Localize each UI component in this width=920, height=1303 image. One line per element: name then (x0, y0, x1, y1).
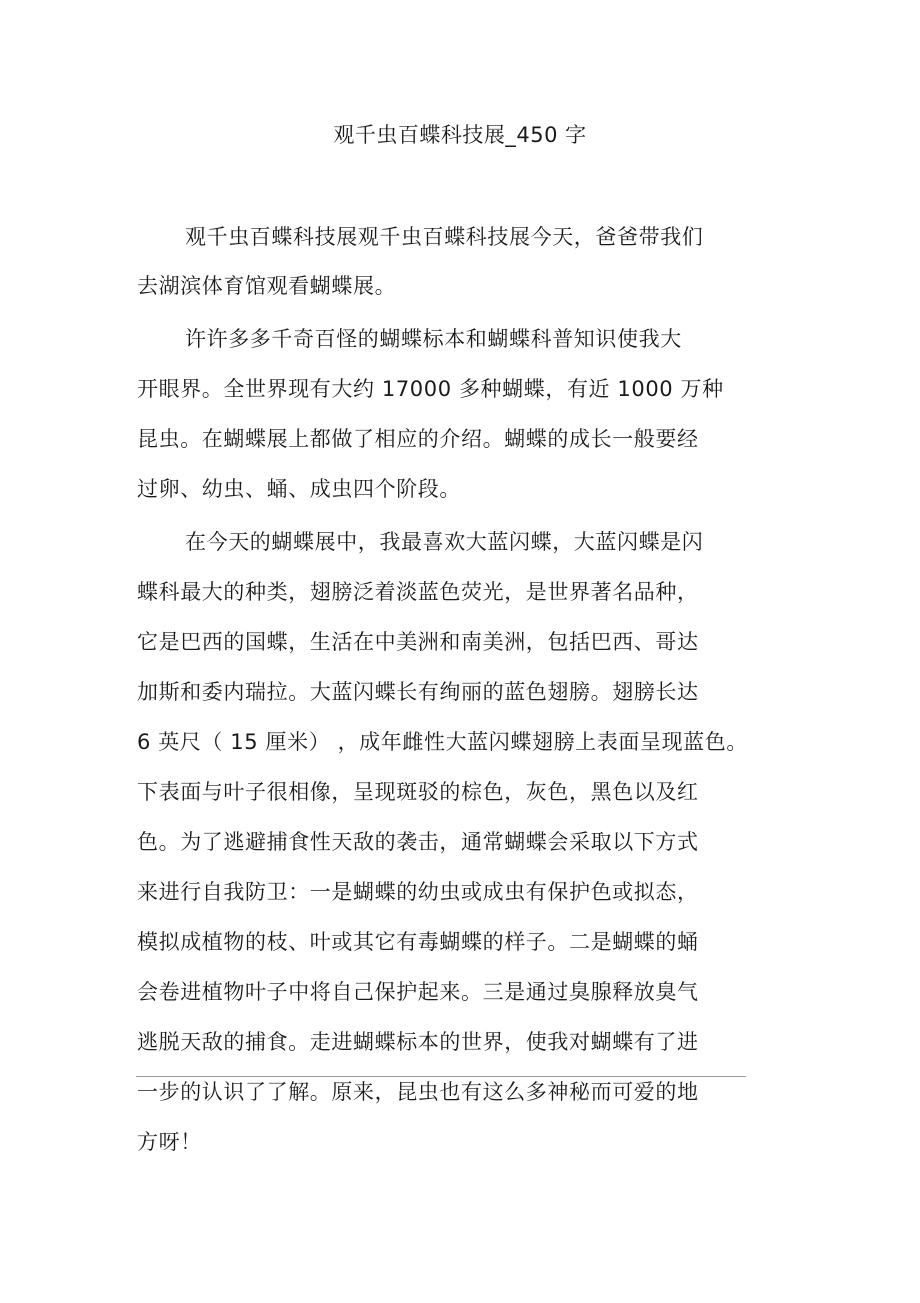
text-line: 色。为了逃避捕食性天敌的袭击，通常蝴蝶会采取以下方式 (137, 830, 699, 854)
document-title: 观千虫百蝶科技展_450 字 (333, 123, 587, 147)
text-line: 下表面与叶子很相像，呈现斑驳的棕色，灰色，黑色以及红 (137, 780, 699, 804)
text-line: 方呀！ (137, 1130, 202, 1154)
text-line: 模拟成植物的枝、叶或其它有毒蝴蝶的样子。二是蝴蝶的蛹 (137, 930, 699, 954)
text-line: 过卵、幼虫、蛹、成虫四个阶段。 (137, 477, 461, 501)
text-line: 许许多多千奇百怪的蝴蝶标本和蝴蝶科普知识使我大 (185, 327, 682, 351)
text-line: 蝶科最大的种类，翅膀泛着淡蓝色荧光，是世界著名品种， (137, 580, 699, 604)
text-line: 开眼界。全世界现有大约 17000 多种蝴蝶，有近 1000 万种 (137, 377, 724, 401)
text-line: 去湖滨体育馆观看蝴蝶展。 (137, 274, 397, 298)
text-line: 6 英尺（ 15 厘米） ，成年雌性大蓝闪蝶翅膀上表面呈现蓝色。 (137, 730, 748, 754)
text-line: 观千虫百蝶科技展观千虫百蝶科技展今天，爸爸带我们 (185, 225, 704, 249)
text-line: 昆虫。在蝴蝶展上都做了相应的介绍。蝴蝶的成长一般要经 (137, 427, 699, 451)
text-line: 来进行自我防卫：一是蝴蝶的幼虫或成虫有保护色或拟态， (137, 880, 699, 904)
text-line: 它是巴西的国蝶，生活在中美洲和南美洲，包括巴西、哥达 (137, 630, 699, 654)
text-line: 会卷进植物叶子中将自己保护起来。三是通过臭腺释放臭气 (137, 980, 699, 1004)
text-line: 加斯和委内瑞拉。大蓝闪蝶长有绚丽的蓝色翅膀。翅膀长达 (137, 680, 699, 704)
text-line: 逃脱天敌的捕食。走进蝴蝶标本的世界，使我对蝴蝶有了进 (137, 1030, 699, 1054)
text-line: 一步的认识了了解。原来，昆虫也有这么多神秘而可爱的地 (137, 1080, 699, 1104)
text-line: 在今天的蝴蝶展中，我最喜欢大蓝闪蝶，大蓝闪蝶是闪 (185, 530, 704, 554)
